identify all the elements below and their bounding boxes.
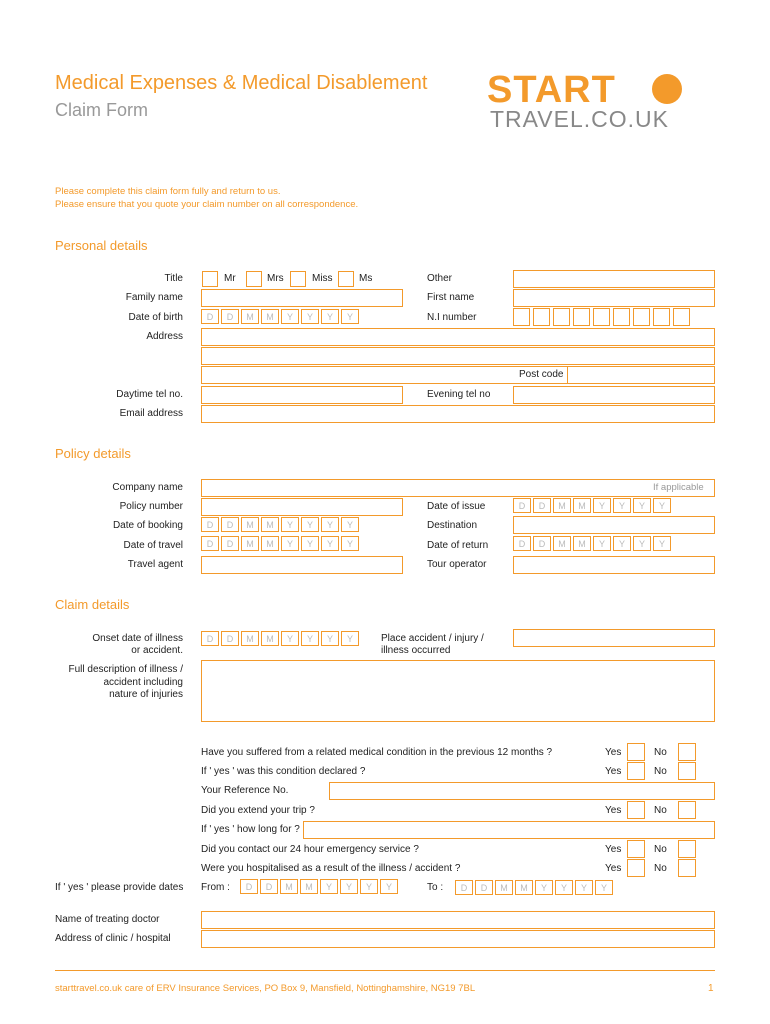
date-of-booking-label: Date of booking	[112, 520, 183, 531]
date-cell[interactable]: D	[513, 498, 531, 513]
no-label: No	[654, 844, 667, 855]
date-cell[interactable]: Y	[613, 536, 631, 551]
date-cell[interactable]: Y	[653, 498, 671, 513]
no-label: No	[654, 863, 667, 874]
travel-agent-input[interactable]	[201, 556, 403, 574]
q6-yes-checkbox[interactable]	[627, 840, 645, 858]
date-cell[interactable]: Y	[341, 536, 359, 551]
question-condition-declared: If ' yes ' was this condition declared ?	[201, 766, 366, 777]
date-cell[interactable]: Y	[321, 536, 339, 551]
question-hospitalised: Were you hospitalised as a result of the illness / accident ?	[201, 863, 461, 874]
daytime-tel-label: Daytime tel no.	[116, 389, 183, 400]
clinic-address-label: Address of clinic / hospital	[55, 933, 171, 944]
description-label-line-1: Full description of illness /	[68, 664, 183, 675]
family-name-label: Family name	[125, 292, 183, 303]
logo-travel: TRAVEL.CO.UK	[490, 106, 669, 132]
date-cell[interactable]: Y	[633, 536, 651, 551]
if-applicable-hint: If applicable	[653, 482, 704, 493]
no-label: No	[654, 805, 667, 816]
date-cell[interactable]: M	[280, 879, 298, 894]
ni-number-label: N.I number	[427, 312, 477, 323]
intro-line-2: Please ensure that you quote your claim number on all correspondence.	[55, 199, 359, 210]
date-cell[interactable]: Y	[535, 880, 553, 895]
question-how-long: If ' yes ' how long for ?	[201, 824, 300, 835]
date-cell[interactable]: Y	[301, 631, 319, 646]
date-cell[interactable]: M	[241, 517, 259, 532]
q1-yes-checkbox[interactable]	[627, 743, 645, 761]
first-name-input[interactable]	[513, 289, 715, 307]
ni-cell[interactable]	[633, 308, 650, 326]
ni-cell[interactable]	[513, 308, 530, 326]
destination-input[interactable]	[513, 516, 715, 534]
yes-label: Yes	[605, 805, 622, 816]
email-label: Email address	[119, 408, 183, 419]
title-mr-label: Mr	[224, 273, 236, 284]
ni-cell[interactable]	[573, 308, 590, 326]
date-cell[interactable]: M	[515, 880, 533, 895]
q4-no-checkbox[interactable]	[678, 801, 696, 819]
date-cell[interactable]: D	[240, 879, 258, 894]
date-cell[interactable]: Y	[653, 536, 671, 551]
dob-year-1[interactable]: Y	[281, 309, 299, 324]
date-cell[interactable]: Y	[340, 879, 358, 894]
dob-year-4[interactable]: Y	[341, 309, 359, 324]
date-cell[interactable]: M	[261, 631, 279, 646]
date-cell[interactable]: Y	[281, 517, 299, 532]
title-mrs-label: Mrs	[267, 273, 284, 284]
dob-year-3[interactable]: Y	[321, 309, 339, 324]
policy-number-input[interactable]	[201, 498, 403, 516]
date-cell[interactable]: Y	[341, 631, 359, 646]
date-cell[interactable]: M	[495, 880, 513, 895]
q4-yes-checkbox[interactable]	[627, 801, 645, 819]
footer-address: starttravel.co.uk care of ERV Insurance Services, PO Box 9, Mansfield, Nottinghamshire, NG19 7BL	[55, 983, 476, 994]
date-cell[interactable]: D	[513, 536, 531, 551]
yes-label: Yes	[605, 747, 622, 758]
email-input[interactable]	[201, 405, 715, 423]
family-name-input[interactable]	[201, 289, 403, 307]
q1-no-checkbox[interactable]	[678, 743, 696, 761]
form-title: Medical Expenses & Medical Disablement	[55, 72, 428, 94]
dob-month-1[interactable]: M	[241, 309, 259, 324]
date-cell[interactable]: D	[475, 880, 493, 895]
q7-no-checkbox[interactable]	[678, 859, 696, 877]
q2-yes-checkbox[interactable]	[627, 762, 645, 780]
date-of-return-label: Date of return	[427, 540, 489, 551]
section-claim-details: Claim details	[55, 597, 130, 612]
date-cell[interactable]: M	[261, 536, 279, 551]
date-cell[interactable]: Y	[320, 879, 338, 894]
title-mr-checkbox[interactable]	[202, 271, 218, 287]
date-cell[interactable]: D	[455, 880, 473, 895]
yes-label: Yes	[605, 863, 622, 874]
date-cell[interactable]: Y	[633, 498, 651, 513]
date-cell[interactable]: Y	[380, 879, 398, 894]
intro-line-1: Please complete this claim form fully and return to us.	[55, 186, 281, 197]
clinic-address-input[interactable]	[201, 930, 715, 948]
ni-cell[interactable]	[553, 308, 570, 326]
ni-cell[interactable]	[613, 308, 630, 326]
date-cell[interactable]: M	[300, 879, 318, 894]
yes-label: Yes	[605, 766, 622, 777]
tour-operator-input[interactable]	[513, 556, 715, 574]
section-personal-details: Personal details	[55, 238, 148, 253]
first-name-label: First name	[427, 292, 475, 303]
ni-cell[interactable]	[673, 308, 690, 326]
place-label-line-1: Place accident / injury /	[381, 633, 484, 644]
q7-yes-checkbox[interactable]	[627, 859, 645, 877]
date-cell[interactable]: Y	[281, 631, 299, 646]
place-label-line-2: illness occurred	[381, 645, 451, 656]
date-cell[interactable]: D	[221, 536, 239, 551]
description-label-line-3: nature of injuries	[109, 689, 183, 700]
other-title-input[interactable]	[513, 270, 715, 288]
dob-month-2[interactable]: M	[261, 309, 279, 324]
address-line-2-input[interactable]	[201, 347, 715, 365]
address-label: Address	[146, 331, 183, 342]
company-name-input[interactable]	[201, 479, 715, 497]
date-cell[interactable]: D	[201, 536, 219, 551]
dob-day-1[interactable]: D	[201, 309, 219, 324]
no-label: No	[654, 747, 667, 758]
question-extend-trip: Did you extend your trip ?	[201, 805, 315, 816]
tour-operator-label: Tour operator	[427, 559, 487, 570]
title-ms-checkbox[interactable]	[338, 271, 354, 287]
evening-tel-label: Evening tel no	[427, 389, 491, 400]
company-name-label: Company name	[112, 482, 183, 493]
title-label: Title	[164, 273, 183, 284]
date-cell[interactable]: D	[201, 517, 219, 532]
date-cell[interactable]: Y	[595, 880, 613, 895]
date-of-travel-label: Date of travel	[123, 540, 183, 551]
reference-number-input[interactable]	[329, 782, 715, 800]
how-long-input[interactable]	[303, 821, 715, 839]
travel-agent-label: Travel agent	[127, 559, 183, 570]
question-related-condition: Have you suffered from a related medical condition in the previous 12 months ?	[201, 747, 553, 758]
yes-label: Yes	[605, 844, 622, 855]
policy-number-label: Policy number	[119, 501, 183, 512]
from-label: From :	[201, 882, 230, 893]
dob-year-2[interactable]: Y	[301, 309, 319, 324]
date-cell[interactable]: M	[241, 631, 259, 646]
date-cell[interactable]: M	[553, 498, 571, 513]
q2-no-checkbox[interactable]	[678, 762, 696, 780]
dob-day-2[interactable]: D	[221, 309, 239, 324]
dob-label: Date of birth	[128, 312, 183, 323]
ni-cell[interactable]	[533, 308, 550, 326]
date-cell[interactable]: Y	[555, 880, 573, 895]
onset-label-line-1: Onset date of illness	[92, 633, 183, 644]
provide-dates-label: If ' yes ' please provide dates	[55, 882, 184, 893]
no-label: No	[654, 766, 667, 777]
date-cell[interactable]: M	[573, 498, 591, 513]
date-cell[interactable]: Y	[341, 517, 359, 532]
date-cell[interactable]: Y	[321, 631, 339, 646]
date-cell[interactable]: Y	[575, 880, 593, 895]
date-of-issue-label: Date of issue	[427, 501, 486, 512]
ni-cell[interactable]	[653, 308, 670, 326]
date-cell[interactable]: Y	[321, 517, 339, 532]
date-cell[interactable]: M	[241, 536, 259, 551]
question-emergency-service: Did you contact our 24 hour emergency service ?	[201, 844, 419, 855]
daytime-tel-input[interactable]	[201, 386, 403, 404]
destination-label: Destination	[427, 520, 478, 531]
logo-swirl-icon	[652, 74, 682, 104]
postcode-input[interactable]	[567, 366, 715, 384]
date-cell[interactable]: Y	[360, 879, 378, 894]
treating-doctor-input[interactable]	[201, 911, 715, 929]
date-cell[interactable]: D	[533, 498, 551, 513]
date-cell[interactable]: M	[573, 536, 591, 551]
reference-number-label: Your Reference No.	[201, 785, 289, 796]
date-cell[interactable]: Y	[281, 536, 299, 551]
logo-start: START	[487, 69, 616, 111]
other-label: Other	[427, 273, 453, 284]
form-subtitle: Claim Form	[55, 100, 148, 120]
date-cell[interactable]: Y	[593, 536, 611, 551]
date-cell[interactable]: Y	[613, 498, 631, 513]
to-label: To :	[427, 882, 444, 893]
date-cell[interactable]: D	[533, 536, 551, 551]
date-cell[interactable]: D	[221, 517, 239, 532]
title-ms-label: Ms	[359, 273, 373, 284]
page-number: 1	[708, 983, 714, 994]
title-mrs-checkbox[interactable]	[246, 271, 262, 287]
date-cell[interactable]: D	[260, 879, 278, 894]
date-cell[interactable]: Y	[301, 517, 319, 532]
postcode-label: Post code	[519, 369, 564, 380]
place-occurred-input[interactable]	[513, 629, 715, 647]
date-cell[interactable]: D	[221, 631, 239, 646]
date-cell[interactable]: M	[261, 517, 279, 532]
footer-divider	[55, 970, 715, 971]
ni-cell[interactable]	[593, 308, 610, 326]
date-cell[interactable]: Y	[301, 536, 319, 551]
section-policy-details: Policy details	[55, 446, 131, 461]
date-cell[interactable]: D	[201, 631, 219, 646]
title-miss-label: Miss	[312, 273, 333, 284]
onset-label-line-2: or accident.	[131, 645, 183, 656]
evening-tel-input[interactable]	[513, 386, 715, 404]
q6-no-checkbox[interactable]	[678, 840, 696, 858]
address-line-1-input[interactable]	[201, 328, 715, 346]
date-cell[interactable]: Y	[593, 498, 611, 513]
description-label-line-2: accident including	[103, 677, 183, 688]
description-textarea[interactable]	[201, 660, 715, 722]
title-miss-checkbox[interactable]	[290, 271, 306, 287]
treating-doctor-label: Name of treating doctor	[55, 914, 160, 925]
date-cell[interactable]: M	[553, 536, 571, 551]
